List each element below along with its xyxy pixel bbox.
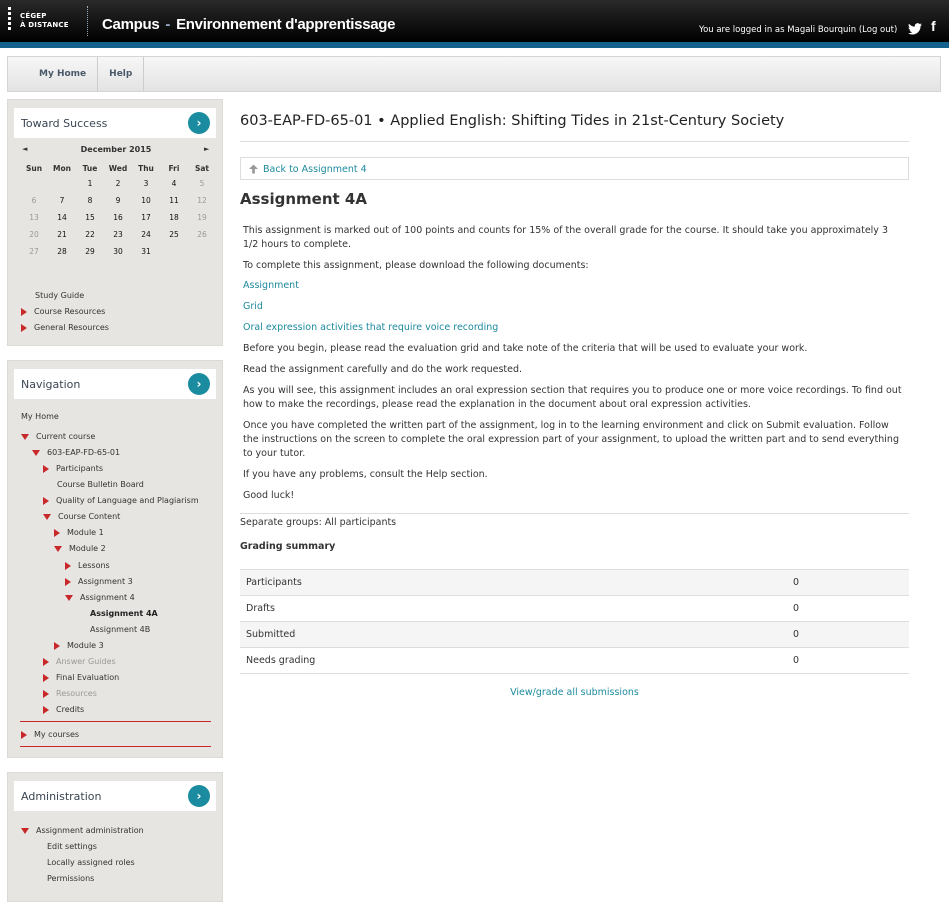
row-value: 0 xyxy=(793,648,909,674)
nav-label: My courses xyxy=(34,730,80,739)
nav-label: Quality of Language and Plagiarism xyxy=(56,496,199,505)
expand-arrow-icon xyxy=(21,324,27,332)
calendar-day-header: Fri xyxy=(168,163,180,173)
calendar-day: 29 xyxy=(85,247,95,256)
nav-label: Current course xyxy=(36,432,96,441)
submit-instructions-paragraph: Once you have completed the written part of the assignment, log in to the learning environment and click on Submit evaluation. Follow the instructions on the screen to complete the oral expression part of your assignment, to upload the written part and to send everything to your tutor. xyxy=(243,420,899,459)
collapse-arrow-icon xyxy=(54,546,62,552)
calendar-day: 17 xyxy=(141,213,151,222)
site-title-campus: Campus xyxy=(102,16,160,33)
read-carefully-paragraph: Read the assignment carefully and do the work requested. xyxy=(243,364,523,375)
table-row xyxy=(240,596,909,622)
calendar-day: 8 xyxy=(87,196,93,205)
admin-edit-settings[interactable]: Edit settings xyxy=(47,842,97,851)
nav-label: Lessons xyxy=(78,561,110,570)
calendar-day: 19 xyxy=(197,213,207,222)
row-label: Submitted xyxy=(240,622,793,648)
calendar-day: 24 xyxy=(141,230,151,239)
calendar-prev-arrow[interactable]: ◄ xyxy=(22,145,28,153)
calendar-day: 18 xyxy=(169,213,179,222)
table-row xyxy=(240,648,909,674)
row-label: Needs grading xyxy=(240,648,793,674)
row-value: 0 xyxy=(793,570,909,596)
calendar-day-header: Sun xyxy=(25,163,43,173)
nav-assignment-4[interactable] xyxy=(65,593,135,603)
calendar-day: 12 xyxy=(197,196,207,205)
course-resources-label: Course Resources xyxy=(34,307,106,316)
toward-success-block xyxy=(7,99,223,346)
nav-credits[interactable] xyxy=(43,705,84,715)
intro-paragraph: This assignment is marked out of 100 points and counts for 15% of the overall grade for the course. It should take you approximately 3 1/2 hours to complete. xyxy=(243,225,888,250)
assignment-document-link[interactable]: Assignment xyxy=(243,280,299,291)
view-grade-all-link[interactable]: View/grade all submissions xyxy=(510,687,639,698)
page-title: 603-EAP-FD-65-01 • Applied English: Shifting Tides in 21st-Century Society xyxy=(240,113,785,129)
nav-label: Module 2 xyxy=(69,544,106,553)
nav-label: Course Content xyxy=(58,512,121,521)
block-header xyxy=(14,369,216,399)
calendar-day xyxy=(188,243,216,260)
nav-module-3[interactable] xyxy=(54,641,104,651)
expand-arrow-icon xyxy=(43,465,49,473)
nav-assignment-4a[interactable]: Assignment 4A xyxy=(90,609,158,618)
nav-bulletin-board[interactable]: Course Bulletin Board xyxy=(57,480,144,489)
calendar-day: 1 xyxy=(87,179,93,188)
nav-my-home[interactable]: My Home xyxy=(21,412,59,421)
nav-assignment-3[interactable] xyxy=(65,577,133,587)
collapse-arrow-icon xyxy=(21,434,29,440)
nav-course-content[interactable] xyxy=(43,512,120,522)
calendar-day: 28 xyxy=(57,247,67,256)
nav-resources[interactable] xyxy=(43,689,97,699)
expand-arrow-icon xyxy=(43,658,49,666)
block-title: Toward Success xyxy=(21,117,108,130)
nav-label: Resources xyxy=(56,689,97,698)
nav-label: Assignment 4 xyxy=(80,593,135,602)
calendar-day: 23 xyxy=(113,230,123,239)
row-label: Participants xyxy=(240,570,793,596)
nav-my-courses[interactable] xyxy=(21,730,79,740)
collapse-arrow-icon xyxy=(21,828,29,834)
groups-selector-label: Separate groups: All participants xyxy=(240,517,397,528)
nav-label: Final Evaluation xyxy=(56,673,120,682)
calendar-day: 27 xyxy=(29,247,39,256)
expand-arrow-icon xyxy=(65,578,71,586)
block-header xyxy=(14,108,216,138)
calendar-day-header: Wed xyxy=(108,163,128,173)
nav-label: 603-EAP-FD-65-01 xyxy=(47,448,121,457)
logo-line-2: À DISTANCE xyxy=(20,21,69,29)
good-luck-paragraph: Good luck! xyxy=(243,490,295,501)
block-title: Navigation xyxy=(21,378,81,391)
nav-current-course[interactable] xyxy=(21,432,95,442)
calendar-header xyxy=(8,142,222,158)
arrow-up-icon xyxy=(249,164,258,174)
calendar-day xyxy=(48,175,76,192)
site-title-environment: Environnement d'apprentissage xyxy=(176,16,396,33)
calendar-day: 10 xyxy=(141,196,151,205)
calendar-day: 5 xyxy=(199,179,205,188)
course-resources-link[interactable] xyxy=(21,307,105,317)
nav-label: Credits xyxy=(56,705,85,714)
back-to-assignment-link[interactable]: Back to Assignment 4 xyxy=(263,164,367,175)
top-header-bar xyxy=(0,0,949,42)
calendar-day: 15 xyxy=(85,213,95,222)
calendar-day: 26 xyxy=(197,230,207,239)
grading-summary-table xyxy=(240,569,909,674)
help-paragraph: If you have any problems, consult the Help section. xyxy=(243,469,488,480)
calendar-day: 11 xyxy=(169,196,179,205)
nav-answer-guides[interactable] xyxy=(43,657,116,667)
calendar-day: 30 xyxy=(113,247,123,256)
logo-icon xyxy=(8,7,16,31)
table-row xyxy=(240,622,909,648)
expand-arrow-icon xyxy=(21,731,27,739)
divider xyxy=(20,721,211,722)
assignment-title: Assignment 4A xyxy=(240,190,367,208)
calendar-grid xyxy=(20,161,216,260)
study-guide-link[interactable]: Study Guide xyxy=(35,291,85,300)
calendar-day: 14 xyxy=(57,213,67,222)
nav-lessons[interactable] xyxy=(65,561,110,571)
calendar-day: 20 xyxy=(29,230,39,239)
nav-label: Module 1 xyxy=(67,528,104,537)
nav-quality-language[interactable] xyxy=(43,496,199,506)
logo-divider xyxy=(87,6,88,36)
menu-my-home[interactable]: My Home xyxy=(8,57,98,91)
header-stripe xyxy=(0,42,949,48)
table-row xyxy=(240,570,909,596)
nav-module-1[interactable] xyxy=(54,528,104,538)
calendar-day-header: Sat xyxy=(194,163,210,173)
administration-block xyxy=(7,772,223,902)
calendar-month: December 2015 xyxy=(80,145,152,154)
row-value: 0 xyxy=(793,622,909,648)
expand-arrow-icon xyxy=(43,706,49,714)
navigation-block xyxy=(7,360,223,758)
collapse-arrow-icon xyxy=(32,450,40,456)
nav-label: Answer Guides xyxy=(56,657,116,666)
general-resources-label: General Resources xyxy=(34,323,109,332)
oral-activities-link[interactable]: Oral expression activities that require voice recording xyxy=(243,322,499,333)
calendar-day: 31 xyxy=(141,247,151,256)
admin-local-roles[interactable]: Locally assigned roles xyxy=(47,858,135,867)
expand-arrow-icon xyxy=(43,674,49,682)
calendar-day: 16 xyxy=(113,213,123,222)
admin-permissions[interactable]: Permissions xyxy=(47,874,95,883)
expand-arrow-icon xyxy=(54,642,60,650)
chevron-right-icon[interactable]: › xyxy=(188,373,210,395)
calendar-day: 25 xyxy=(169,230,179,239)
calendar-day-header: Thu xyxy=(138,163,154,173)
logo-line-1: CÉGEP xyxy=(20,12,47,20)
twitter-icon[interactable] xyxy=(908,20,922,39)
expand-arrow-icon xyxy=(43,690,49,698)
expand-arrow-icon xyxy=(21,308,27,316)
calendar-day: 13 xyxy=(29,213,39,222)
oral-section-paragraph: As you will see, this assignment includes an oral expression section that requires you to produce one or more voice recordings. To find out how to make the recordings, please read the explanation in the document about oral expression activities. xyxy=(243,385,902,410)
calendar-day: 6 xyxy=(31,196,37,205)
back-link-box[interactable] xyxy=(240,157,909,180)
calendar-day: 21 xyxy=(57,230,67,239)
expand-arrow-icon xyxy=(54,529,60,537)
nav-label: Participants xyxy=(56,464,103,473)
calendar-day-header: Tue xyxy=(82,163,98,173)
divider xyxy=(240,141,909,142)
divider xyxy=(240,513,909,514)
row-value: 0 xyxy=(793,596,909,622)
chevron-right-icon[interactable]: › xyxy=(188,785,210,807)
nav-label: Module 3 xyxy=(67,641,104,650)
calendar-day: 3 xyxy=(143,179,149,188)
chevron-right-icon[interactable]: › xyxy=(188,112,210,134)
calendar-day: 2 xyxy=(115,179,121,188)
evaluation-grid-paragraph: Before you begin, please read the evaluation grid and take note of the criteria that will be used to evaluate your work. xyxy=(243,343,808,354)
menu-bar xyxy=(7,56,941,92)
calendar-day: 4 xyxy=(171,179,177,188)
nav-assignment-4b[interactable]: Assignment 4B xyxy=(90,625,151,634)
logo[interactable] xyxy=(20,12,69,30)
block-header xyxy=(14,781,216,811)
login-info[interactable]: You are logged in as Magali Bourquin (Log out) xyxy=(699,25,898,35)
divider xyxy=(20,746,211,747)
nav-participants[interactable] xyxy=(43,464,103,474)
calendar-day xyxy=(160,243,188,260)
calendar-day: 9 xyxy=(115,196,121,205)
collapse-arrow-icon xyxy=(65,595,73,601)
admin-assignment-administration[interactable] xyxy=(21,826,144,836)
expand-arrow-icon xyxy=(65,562,71,570)
calendar-day-header: Mon xyxy=(53,163,71,173)
download-instruction: To complete this assignment, please download the following documents: xyxy=(243,260,589,271)
calendar-day: 22 xyxy=(85,230,95,239)
nav-label: Assignment 3 xyxy=(78,577,133,586)
nav-module-2[interactable] xyxy=(54,544,106,554)
grading-summary-heading: Grading summary xyxy=(240,541,336,552)
admin-label: Assignment administration xyxy=(36,826,144,835)
row-label: Drafts xyxy=(240,596,793,622)
menu-help[interactable]: Help xyxy=(98,57,144,91)
general-resources-link[interactable] xyxy=(21,323,109,333)
collapse-arrow-icon xyxy=(43,514,51,520)
calendar-next-arrow[interactable]: ► xyxy=(204,145,210,153)
block-title: Administration xyxy=(21,790,102,803)
calendar-day xyxy=(20,175,48,192)
grid-document-link[interactable]: Grid xyxy=(243,301,263,312)
expand-arrow-icon xyxy=(43,497,49,505)
nav-final-evaluation[interactable] xyxy=(43,673,119,683)
site-title xyxy=(102,16,395,33)
calendar-day: 7 xyxy=(59,196,65,205)
site-title-separator: - xyxy=(165,16,171,33)
nav-course-code[interactable] xyxy=(32,448,120,458)
facebook-icon[interactable]: f xyxy=(931,18,936,34)
